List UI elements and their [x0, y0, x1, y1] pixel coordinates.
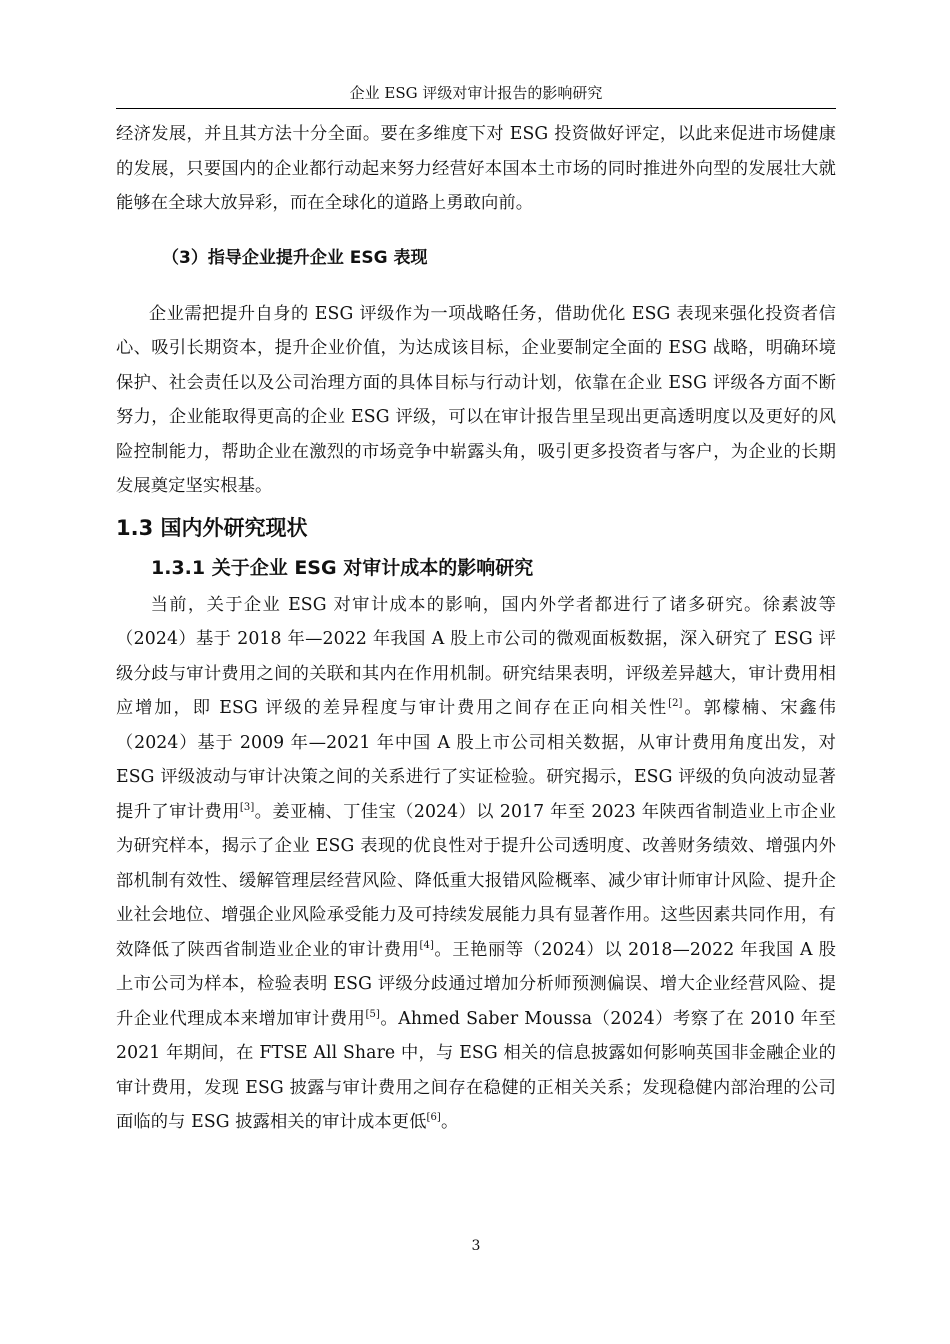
page-number: 3 — [471, 1238, 481, 1254]
text-segment: 。王艳丽等（2024）以 2018—2022 年我国 A 股上市公司为样本，检验表明 ESG 评级分歧通过增加分析师预测偏误、增大企业经营风险、提升企业代理成本来增加审计费用 — [116, 939, 836, 1029]
citation-4: [4] — [419, 939, 434, 951]
text-segment: 。郭檬楠、宋鑫伟（2024）基于 2009 年—2021 年中国 A 股上市公司相关数据，从审计费用角度出发，对 ESG 评级波动与审计决策之间的关系进行了实证检验。研究揭示，ESG 评级的负向波动显著提升了审计费用 — [116, 698, 836, 822]
citation-5: [5] — [365, 1008, 380, 1020]
citation-2: [2] — [668, 698, 683, 710]
paragraph-guide-esg: 企业需把提升自身的 ESG 评级作为一项战略任务，借助优化 ESG 表现来强化投资者信心、吸引长期资本，提升企业价值，为达成该目标，企业要制定全面的 ESG 战略，明确环境保护、社会责任以及公司治理方面的具体目标与行动计划，依靠在企业 ESG 评级各方面不断努力，企业能取得更高的企业 ESG 评级，可以在审计报告里呈现出更高透明度以及更好的风险控制能力，帮助企业在激烈的市场竞争中崭露头角，吸引更多投资者与客户，为企业的长期发展奠定坚实根基。 — [116, 303, 836, 496]
paragraph-literature-review — [116, 588, 836, 1140]
sub-heading-3: （3）指导企业提升企业 ESG 表现 — [162, 247, 428, 268]
paragraph-continuation: 经济发展，并且其方法十分全面。要在多维度下对 ESG 投资做好评定，以此来促进市场健康的发展，只要国内的企业都行动起来努力经营好本国本土市场的同时推进外向型的发展壮大就能够在全球大放异彩，而在全球化的道路上勇敢向前。 — [116, 124, 836, 213]
text-segment: 。Ahmed Saber Moussa（2024）考察了在 2010 年至 2021 年期间，在 FTSE All Share 中，与 ESG 相关的信息披露如何影响英国非金融企业的审计费用，发现 ESG 披露与审计费用之间存在稳健的正相关关系；发现稳健内部治理的公司面临的与 ESG 披露相关的审计成本更低 — [116, 1008, 836, 1132]
page-body — [116, 117, 836, 1140]
text-segment: 。姜亚楠、丁佳宝（2024）以 2017 年至 2023 年陕西省制造业上市企业为研究样本，揭示了企业 ESG 表现的优良性对于提升公司透明度、改善财务绩效、增强内外部机制有效性、缓解管理层经营风险、降低重大报错风险概率、减少审计师审计风险、提升企业社会地位、增强企业风险承受能力及可持续发展能力具有显著作用。这些因素共同作用，有效降低了陕西省制造业企业的审计费用 — [116, 801, 837, 960]
citation-3: [3] — [239, 801, 255, 813]
text-segment: 当前，关于企业 ESG 对审计成本的影响，国内外学者都进行了诸多研究。徐素波等（2024）基于 2018 年—2022 年我国 A 股上市公司的微观面板数据，深入研究了 ESG 评级分歧与审计费用之间的关联和其内在作用机制。研究结果表明，评级差异越大，审计费用相应增加，即 ESG 评级的差异程度与审计费用之间存在正向相关性 — [116, 594, 836, 718]
citation-6: [6] — [426, 1112, 441, 1124]
running-header: 企业 ESG 评级对审计报告的影响研究 — [349, 84, 603, 102]
header-rule — [116, 108, 836, 109]
section-heading-1-3-1: 1.3.1 关于企业 ESG 对审计成本的影响研究 — [151, 556, 534, 579]
text-segment: 。 — [440, 1112, 459, 1132]
section-heading-1-3: 1.3 国内外研究现状 — [116, 515, 308, 540]
